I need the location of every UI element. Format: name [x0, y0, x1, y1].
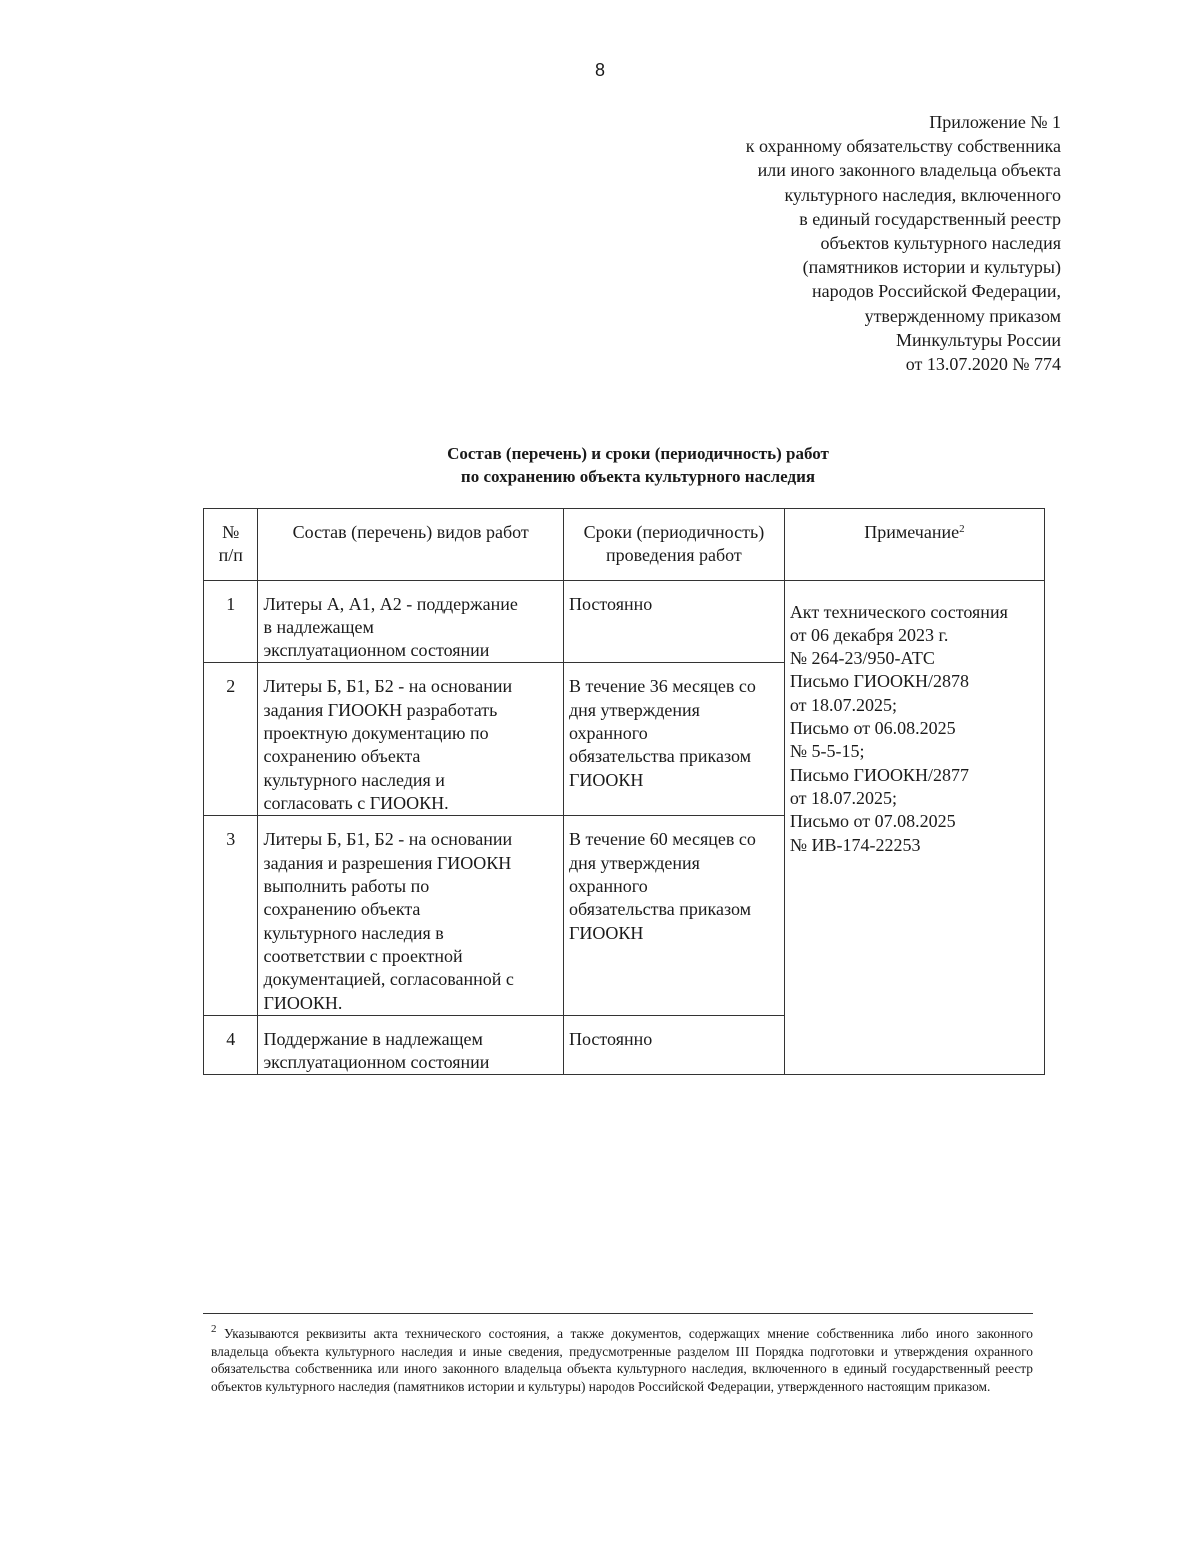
row-works	[258, 663, 564, 816]
works-line: документацией, согласованной с	[263, 969, 514, 990]
note-line: от 06 декабря 2023 г.	[789, 624, 949, 645]
footnote	[211, 1325, 1033, 1395]
term-line: ГИООКН	[568, 922, 644, 943]
title-line-1: Состав (перечень) и сроки (периодичность) работ	[447, 444, 829, 463]
row-term	[563, 1015, 784, 1075]
header-note-label: Примечание	[864, 522, 960, 542]
works-table	[203, 508, 1045, 1075]
works-line: Литеры Б, Б1, Б2 - на основании	[263, 676, 513, 697]
appendix-line: культурного наследия, включенного	[784, 184, 1061, 205]
row-term	[563, 663, 784, 816]
row-term	[563, 816, 784, 1015]
note-line: Письмо от 07.08.2025	[789, 811, 956, 832]
works-line: Литеры Б, Б1, Б2 - на основании	[263, 829, 513, 850]
note-line: Акт технического состояния	[789, 601, 1008, 622]
row-works	[258, 1015, 564, 1075]
header-term-line: проведения работ	[606, 545, 742, 566]
row-number: 4	[204, 1015, 258, 1075]
appendix-line: от 13.07.2020 № 774	[905, 354, 1061, 375]
works-line: выполнить работы по	[263, 876, 430, 897]
note-line: от 18.07.2025;	[789, 694, 897, 715]
term-line: В течение 60 месяцев со	[568, 829, 756, 850]
appendix-line: Приложение № 1	[929, 112, 1061, 132]
page-number: 8	[594, 60, 605, 80]
works-line: проектную документацию по	[263, 723, 489, 744]
works-line: согласовать с ГИООКН.	[263, 792, 449, 813]
footnote-text: Указываются реквизиты акта технического состояния, а также документов, содержащих мнение собственника либо иного законного владельца объекта культурного наследия и иные сведения, предусмотренные разделом III Порядка подготовки и утверждения охранного обязательства собственника или иного законного владельца объекта культурного наследия, включенного в единый государственный реестр объектов культурного наследия (памятников истории и культуры) народов Российской Федерации, утвержденного настоящим приказом.	[211, 1326, 1033, 1394]
term-line: охранного	[568, 876, 648, 897]
note-line: Письмо ГИООКН/2877	[789, 764, 969, 785]
table-header-row	[204, 509, 1045, 581]
row-note	[784, 580, 1044, 1075]
works-line: культурного наследия в	[263, 922, 444, 943]
note-line: Письмо от 06.08.2025	[789, 718, 956, 739]
term-line: обязательства приказом	[568, 899, 752, 920]
row-number: 2	[204, 663, 258, 816]
term-line: обязательства приказом	[568, 746, 752, 767]
header-number-line: №	[222, 522, 240, 542]
works-line: Литеры А, А1, А2 - поддержание	[263, 593, 518, 614]
term-line: В течение 36 месяцев со	[568, 676, 756, 697]
note-line: от 18.07.2025;	[789, 787, 897, 808]
term-line: охранного	[568, 723, 648, 744]
appendix-line: к охранному обязательству собственника	[745, 136, 1061, 157]
note-line: № 5-5-15;	[789, 741, 865, 762]
works-line: ГИООКН.	[263, 992, 343, 1013]
footnote-divider	[203, 1313, 1033, 1314]
note-line: № 264-23/950-АТС	[789, 648, 935, 669]
works-line: сохранению объекта	[263, 746, 421, 767]
appendix-header	[621, 110, 1061, 376]
works-line: культурного наследия и	[263, 769, 445, 790]
header-works-label: Состав (перечень) видов работ	[292, 522, 529, 542]
row-term	[563, 580, 784, 663]
header-works	[258, 509, 564, 581]
header-term-line: Сроки (периодичность)	[583, 522, 765, 542]
appendix-line: народов Российской Федерации,	[812, 281, 1061, 302]
row-works	[258, 816, 564, 1015]
works-line: задания и разрешения ГИООКН	[263, 852, 512, 873]
appendix-line: объектов культурного наследия	[820, 233, 1061, 254]
works-line: эксплуатационном состоянии	[263, 640, 490, 661]
note-line: № ИВ-174-22253	[789, 834, 921, 855]
appendix-line: в единый государственный реестр	[799, 208, 1061, 229]
footnote-ref: 2	[959, 523, 965, 535]
header-number-line: п/п	[218, 545, 243, 566]
appendix-line: Минкультуры России	[896, 329, 1061, 350]
works-line: в надлежащем	[263, 616, 374, 637]
appendix-line: или иного законного владельца объекта	[757, 160, 1061, 181]
works-line: задания ГИООКН разработать	[263, 699, 498, 720]
footnote-marker: 2	[211, 1323, 217, 1335]
row-number: 3	[204, 816, 258, 1015]
document-title	[0, 442, 1200, 488]
works-line: сохранению объекта	[263, 899, 421, 920]
term-line: дня утверждения	[568, 699, 700, 720]
header-term	[563, 509, 784, 581]
header-number	[204, 509, 258, 581]
header-note	[784, 509, 1044, 581]
table-row	[204, 580, 1045, 663]
row-number: 1	[204, 580, 258, 663]
term-line: Постоянно	[568, 1028, 653, 1049]
title-line-2: по сохранению объекта культурного наследия	[460, 467, 816, 486]
term-line: Постоянно	[568, 593, 653, 614]
appendix-line: (памятников истории и культуры)	[802, 257, 1061, 278]
note-line: Письмо ГИООКН/2878	[789, 671, 969, 692]
row-works	[258, 580, 564, 663]
term-line: ГИООКН	[568, 769, 644, 790]
works-line: эксплуатационном состоянии	[263, 1052, 490, 1073]
works-line: Поддержание в надлежащем	[263, 1028, 483, 1049]
appendix-line: утвержденному приказом	[864, 305, 1061, 326]
works-line: соответствии с проектной	[263, 945, 463, 966]
term-line: дня утверждения	[568, 852, 700, 873]
